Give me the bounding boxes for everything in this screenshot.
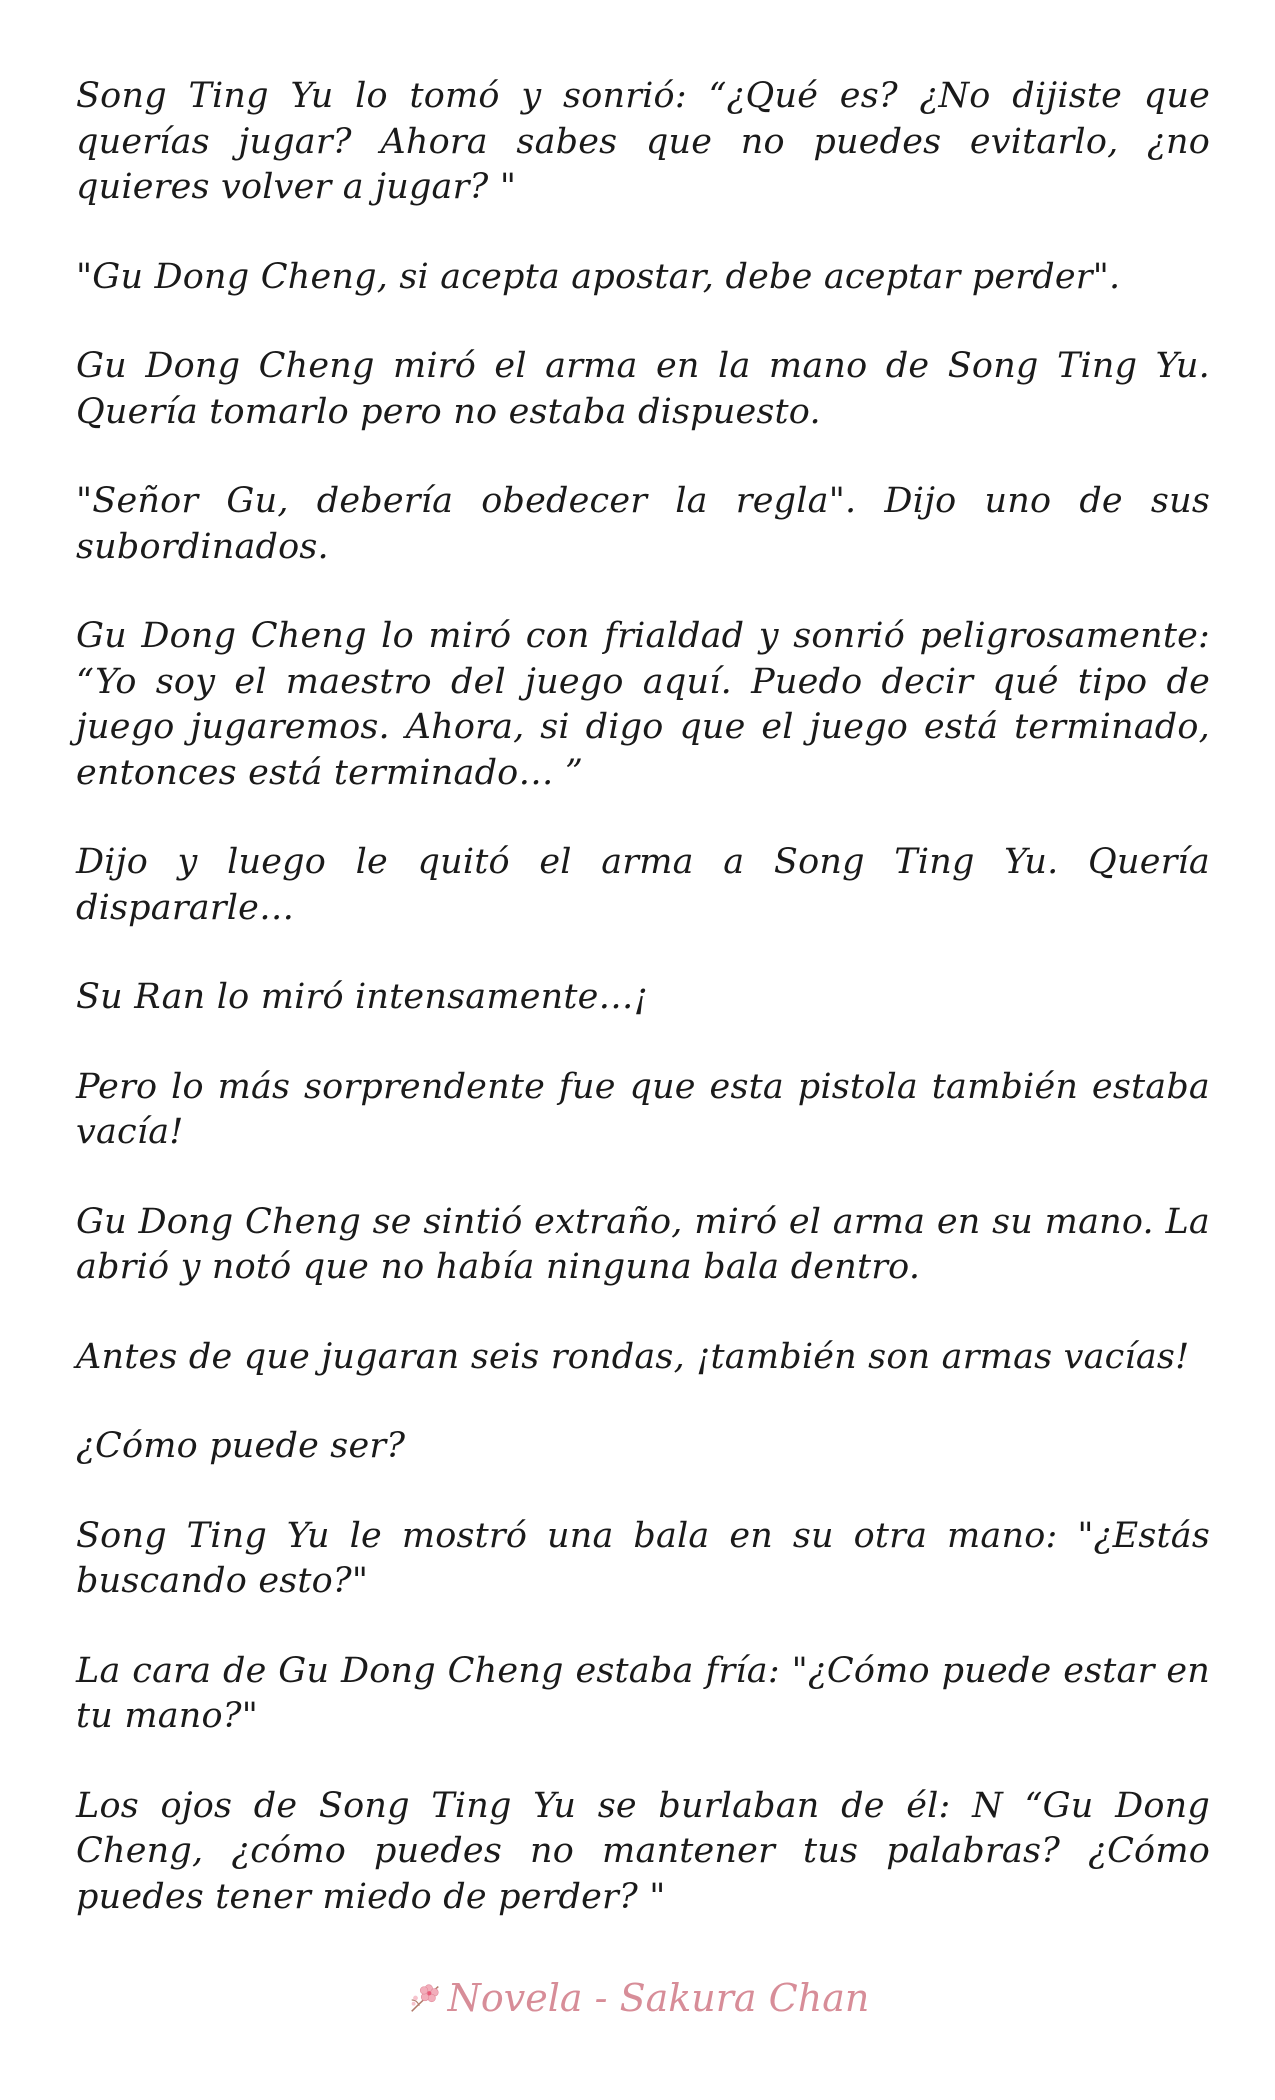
paragraph-11: ¿Cómo puede ser? bbox=[76, 1426, 406, 1466]
paragraph-13: La cara de Gu Dong Cheng estaba fría: "¿Cómo puede estar en tu mano?" bbox=[76, 1650, 1210, 1736]
document-body bbox=[76, 74, 1210, 1964]
paragraph-7: Su Ran lo miró intensamente…¡ bbox=[76, 977, 649, 1017]
paragraph-10: Antes de que jugaran seis rondas, ¡también son armas vacías! bbox=[76, 1336, 1190, 1377]
paragraph-9: Gu Dong Cheng se sintió extraño, miró el arma en su mano. La abrió y notó que no había ninguna bala dentro. bbox=[76, 1201, 1210, 1287]
paragraph-6: Dijo y luego le quitó el arma a Song Ting Yu. Quería dispararle… bbox=[76, 842, 1210, 928]
paragraph-5: Gu Dong Cheng lo miró con frialdad y sonrió peligrosamente: “Yo soy el maestro del juego aquí. Puedo decir qué tipo de juego jugaremos. Ahora, si digo que el juego está terminado, entonces está terminado… ” bbox=[76, 616, 1210, 793]
paragraph-4: "Señor Gu, debería obedecer la regla". Dijo uno de sus subordinados. bbox=[76, 481, 1210, 567]
watermark-text: Novela - Sakura Chan bbox=[447, 1976, 870, 2020]
paragraph-1: Song Ting Yu lo tomó y sonrió: “¿Qué es? ¿No dijiste que querías jugar? Ahora sabes que no puedes evitarlo, ¿no quieres volver a jugar? " bbox=[76, 76, 1210, 207]
paragraph-12: Song Ting Yu le mostró una bala en su otra mano: "¿Estás buscando esto?" bbox=[76, 1515, 1210, 1601]
paragraph-8: Pero lo más sorprendente fue que esta pistola también estaba vacía! bbox=[76, 1066, 1210, 1152]
paragraph-14: Los ojos de Song Ting Yu se burlaban de él: N “Gu Dong Cheng, ¿cómo puedes no mantener tus palabras? ¿Cómo puedes tener miedo de perder? " bbox=[76, 1785, 1210, 1917]
watermark bbox=[0, 1974, 1275, 2022]
paragraph-3: Gu Dong Cheng miró el arma en la mano de Song Ting Yu. Quería tomarlo pero no estaba dispuesto. bbox=[76, 346, 1210, 432]
paragraph-2: "Gu Dong Cheng, si acepta apostar, debe aceptar perder". bbox=[76, 256, 1121, 297]
sakura-blossom-icon bbox=[406, 1979, 444, 2017]
